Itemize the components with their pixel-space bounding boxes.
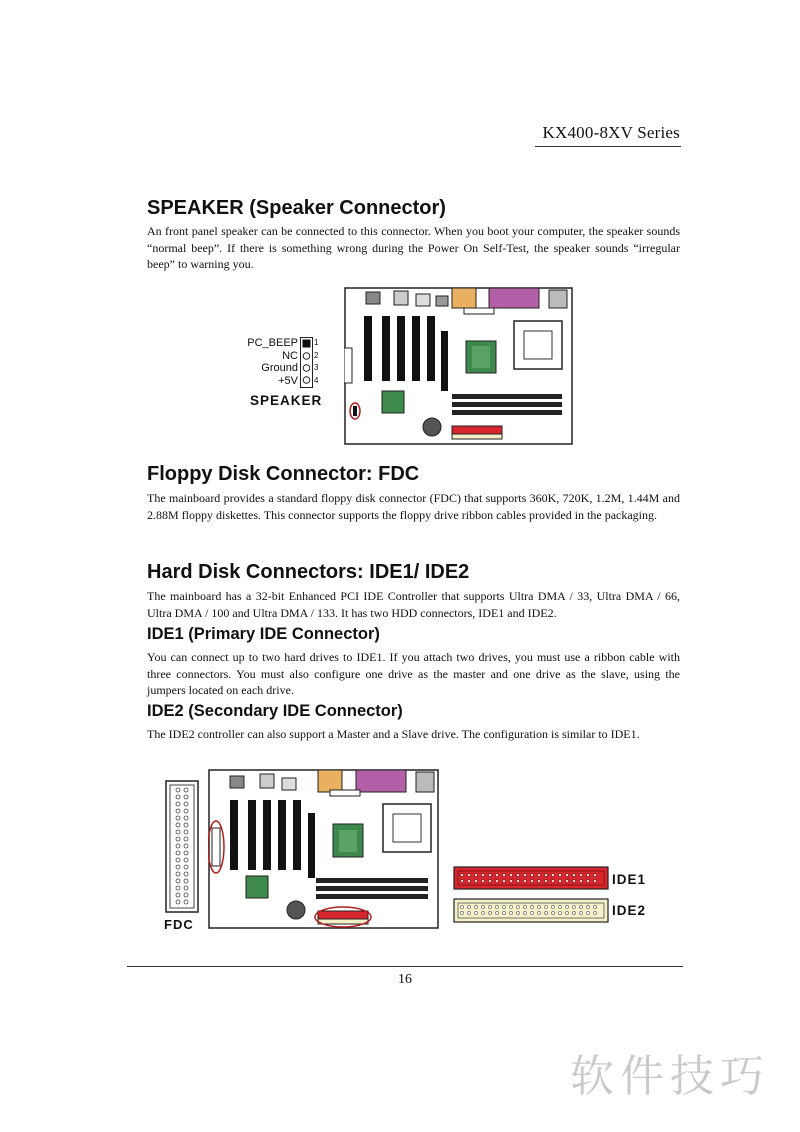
fdc-pin (176, 865, 180, 869)
ide1-pin (523, 873, 526, 876)
ide1-pin (495, 879, 498, 882)
ide-heading: Hard Disk Connectors: IDE1/ IDE2 (147, 561, 470, 583)
speaker-header-diagram (300, 337, 314, 389)
ide2-pin (488, 905, 491, 908)
ide1-pin (467, 879, 470, 882)
ide1-pin (481, 879, 484, 882)
ide1-pin (460, 873, 463, 876)
ide1-pin (509, 873, 512, 876)
ide2-pin (509, 911, 512, 914)
ide2-pin (516, 905, 519, 908)
fdc-pin (184, 823, 188, 827)
fdc-pin (176, 802, 180, 806)
ide1-pin (537, 873, 540, 876)
ide1-pin (523, 879, 526, 882)
fdc-pin (184, 802, 188, 806)
motherboard-diagram-speaker (344, 286, 574, 446)
ide1-pin (565, 879, 568, 882)
fdc-pin (176, 858, 180, 862)
ide2-pin (544, 905, 547, 908)
ide1-pin (544, 873, 547, 876)
ide2-pin (516, 911, 519, 914)
ide1-pin (586, 873, 589, 876)
ide1-pin (579, 879, 582, 882)
ide2-pin (586, 911, 589, 914)
fdc-pin (176, 809, 180, 813)
ide2-heading: IDE2 (Secondary IDE Connector) (147, 702, 403, 720)
fdc-pin (176, 788, 180, 792)
ide2-pin (474, 911, 477, 914)
ide2-pin (579, 905, 582, 908)
fdc-pin (184, 865, 188, 869)
pin-number-4: 4 (314, 375, 319, 385)
fdc-pin (184, 795, 188, 799)
ide2-label: IDE2 (612, 903, 647, 918)
ide2-pin (551, 905, 554, 908)
fdc-pin (184, 816, 188, 820)
fdc-pin (176, 844, 180, 848)
ide2-pin (537, 905, 540, 908)
pin-label-4: +5V (278, 374, 298, 387)
ide2-pin (537, 911, 540, 914)
fdc-pin (176, 816, 180, 820)
ide2-pin (579, 911, 582, 914)
fdc-heading: Floppy Disk Connector: FDC (147, 463, 420, 485)
ide2-pin (523, 911, 526, 914)
ide1-pin (558, 879, 561, 882)
fdc-pin (176, 886, 180, 890)
ide2-pin (523, 905, 526, 908)
ide2-pin (488, 911, 491, 914)
ide2-pin (467, 905, 470, 908)
footer-rule (127, 966, 683, 967)
pin-label-2: NC (282, 349, 298, 362)
fdc-label: FDC (164, 917, 194, 932)
ide2-pin (572, 905, 575, 908)
ide1-pin (530, 873, 533, 876)
ide1-pin (481, 873, 484, 876)
ide2-pin (460, 911, 463, 914)
ide1-pin (474, 873, 477, 876)
ide1-pin (516, 879, 519, 882)
ide-connectors-diagram (453, 866, 609, 924)
speaker-heading: SPEAKER (Speaker Connector) (147, 197, 446, 219)
ide2-pin (593, 911, 596, 914)
fdc-pin (176, 900, 180, 904)
speaker-pin-labels (200, 337, 298, 387)
fdc-pin (184, 837, 188, 841)
ide2-pin (544, 911, 547, 914)
speaker-connector-label: SPEAKER (250, 393, 323, 408)
fdc-pin (184, 879, 188, 883)
ide1-pin (488, 873, 491, 876)
pin-label-1: PC_BEEP (247, 337, 298, 349)
ide1-pin (488, 879, 491, 882)
fdc-pin (184, 900, 188, 904)
ide2-pin (502, 911, 505, 914)
ide1-label: IDE1 (612, 872, 647, 887)
ide2-pin (481, 905, 484, 908)
series-header: KX400-8XV Series (542, 123, 680, 142)
ide1-pin (467, 873, 470, 876)
ide2-pin (495, 905, 498, 908)
pin-number-2: 2 (314, 350, 319, 360)
fdc-pin (184, 844, 188, 848)
ide2-pin (474, 905, 477, 908)
fdc-pin (184, 872, 188, 876)
ide1-pin (544, 879, 547, 882)
ide1-pin (502, 873, 505, 876)
fdc-pin (184, 886, 188, 890)
fdc-pin (176, 879, 180, 883)
fdc-pin (184, 851, 188, 855)
ide1-pin (537, 879, 540, 882)
ide2-paragraph: The IDE2 controller can also support a Master and a Slave drive. The configuration is similar to IDE1. (147, 727, 640, 741)
fdc-pin (184, 893, 188, 897)
fdc-pin (176, 872, 180, 876)
ide-paragraph: The mainboard has a 32-bit Enhanced PCI IDE Controller that supports Ultra DMA / 33, Ultra DMA / 66, Ultra DMA / 100 and Ultra DMA / 133. It has two HDD connectors, IDE1 and IDE2. (147, 589, 680, 620)
fdc-pin (176, 837, 180, 841)
speaker-paragraph: An front panel speaker can be connected to this connector. When you boot your computer, the speaker sounds “normal beep”. If there is something wrong during the Power On Self-Test, the speaker sounds “irregular beep” to warning you. (147, 224, 680, 271)
pin-number-1: 1 (314, 338, 319, 347)
ide2-pin (530, 905, 533, 908)
header-rule (535, 146, 681, 147)
fdc-pin (176, 795, 180, 799)
ide2-pin (565, 911, 568, 914)
ide2-pin (586, 905, 589, 908)
page-number: 16 (398, 972, 412, 987)
ide1-heading: IDE1 (Primary IDE Connector) (147, 625, 380, 643)
fdc-pin (176, 851, 180, 855)
ide1-pin (565, 873, 568, 876)
fdc-pin (184, 788, 188, 792)
fdc-pin (184, 858, 188, 862)
ide1-pin (572, 873, 575, 876)
motherboard-diagram-ide (208, 768, 440, 930)
ide1-pin (572, 879, 575, 882)
ide1-pin (558, 873, 561, 876)
ide2-pin (460, 905, 463, 908)
ide2-pin (481, 911, 484, 914)
ide1-pin (460, 879, 463, 882)
ide2-pin (530, 911, 533, 914)
pin-number-3: 3 (314, 363, 319, 372)
ide1-pin (495, 873, 498, 876)
ide1-pin (579, 873, 582, 876)
ide1-pin (586, 879, 589, 882)
ide2-pin (593, 905, 596, 908)
ide2-pin (565, 905, 568, 908)
speaker-pin-numbers (314, 337, 318, 387)
fdc-pin (184, 809, 188, 813)
fdc-pin (176, 823, 180, 827)
ide2-pin (467, 911, 470, 914)
ide1-pin (516, 873, 519, 876)
ide2-pin (509, 905, 512, 908)
ide2-pin (495, 911, 498, 914)
ide1-pin (593, 879, 596, 882)
ide1-pin (551, 873, 554, 876)
ide1-pin (502, 879, 505, 882)
ide1-pin (530, 879, 533, 882)
ide1-paragraph: You can connect up to two hard drives to IDE1. If you attach two drives, you must use a ribbon cable with three connectors. You must also configure one drive as the master and one drive as the slave, using the jumpers located on each drive. (147, 650, 680, 697)
ide2-pin (558, 905, 561, 908)
ide1-pin (509, 879, 512, 882)
ide2-pin (572, 911, 575, 914)
ide2-pin (502, 905, 505, 908)
fdc-pin (176, 893, 180, 897)
ide2-pin (558, 911, 561, 914)
ide1-pin (551, 879, 554, 882)
fdc-pin (176, 830, 180, 834)
fdc-paragraph: The mainboard provides a standard floppy disk connector (FDC) that supports 360K, 720K, 1.2M, 1.44M and 2.88M floppy diskettes. This connector supports the floppy drive ribbon cables provided in the packaging. (147, 491, 680, 522)
fdc-connector-diagram (165, 780, 199, 913)
ide1-pin (593, 873, 596, 876)
pin-label-3: Ground (261, 362, 298, 374)
ide1-pin (474, 879, 477, 882)
ide2-pin (551, 911, 554, 914)
fdc-pin (184, 830, 188, 834)
watermark-text: 软件技巧 (570, 1051, 770, 1102)
